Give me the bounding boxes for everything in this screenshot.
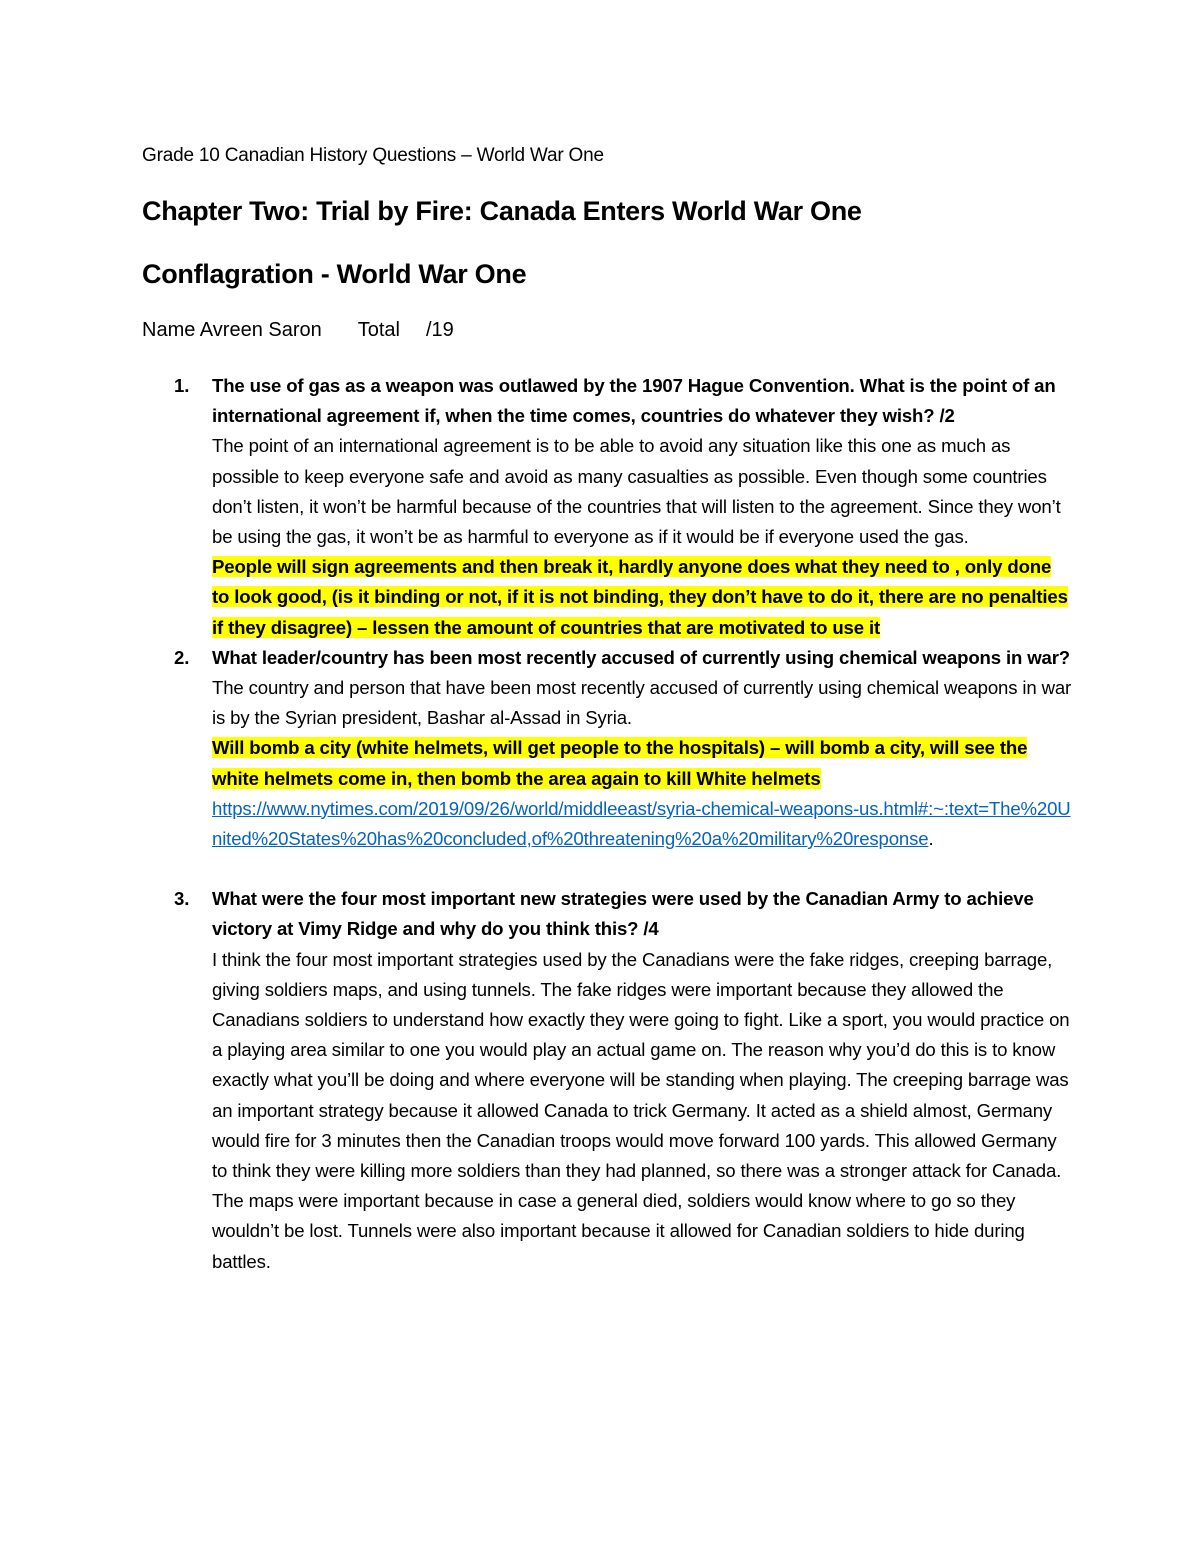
question-text: What were the four most important new strategies were used by the Canadian Army to achieve victory at Vimy Ridge and why do you think this? /4 [212,888,1034,940]
question-text: What leader/country has been most recently accused of currently using chemical weapons in war? [212,646,1070,668]
total-score: /19 [426,319,454,341]
question-list [142,371,1072,1277]
name-total-line [142,319,454,342]
answer-text: I think the four most important strategies used by the Canadians were the fake ridges, creeping barrage, giving soldiers maps, and using tunnels. The fake ridges were important because they allowed the Canadians soldiers to understand how exactly they were going to fight. Like a sport, you would practice on a playing area similar to one you would play an actual game on. The reason why you’d do this is to know exactly what you’ll be doing and where everyone will be standing when playing. The creeping barrage was an important strategy because it allowed Canada to trick Germany. It acted as a shield almost, Germany would fire for 3 minutes then the Canadian troops would move forward 100 yards. This allowed Germany to think they were killing more soldiers than they had planned, so there was a stronger attack for Canada. The maps were important because in case a general died, soldiers would know where to go so they wouldn’t be lost. Tunnels were also important because it allowed for Canadian soldiers to hide during battles. [212,948,1070,1272]
highlighted-note: Will bomb a city (white helmets, will get people to the hospitals) – will bomb a city, will see the white helmets come in, then bomb the area again to kill White helmets [212,737,1028,789]
total-label: Total [357,319,400,341]
student-name: Name Avreen Saron [142,319,322,341]
question-item-2 [142,643,1072,854]
chapter-title: Chapter Two: Trial by Fire: Canada Enters World War One [142,196,862,226]
answer-text: The country and person that have been most recently accused of currently using chemical weapons in war is by the Syrian president, Bashar al-Assad in Syria. [212,677,1072,729]
question-number: 3. [174,888,190,910]
question-number: 2. [174,646,190,668]
document-intro: Grade 10 Canadian History Questions – World War One [142,145,604,166]
question-item-1 [142,371,1072,643]
question-number: 1. [174,375,190,396]
highlighted-note: People will sign agreements and then break it, hardly anyone does what they need to , only done to look good, (is it binding or not, if it is not binding, they don’t have to do it, there are no penalties if they disagree) – lessen the amount of countries that are motivated to use it [212,556,1068,638]
link-period: . [928,828,934,850]
section-subtitle: Conflagration - World War One [142,259,527,289]
source-reference [212,794,1072,854]
question-item-3 [142,884,1072,1277]
answer-text: The point of an international agreement is to be able to avoid any situation like this one as much as possible to keep everyone safe and avoid as many casualties as possible. Even though some countries don’t listen, it won’t be harmful because of the countries that will listen to the agreement. Since they won’t be using the gas, it won’t be as harmful to everyone as if it would be if everyone used the gas. [212,435,1061,548]
source-link[interactable]: https://www.nytimes.com/2019/09/26/world/middleeast/syria-chemical-weapons-us.html#:~:text=The%20United%20States%20has%20concluded,of%20threatening%20a%20military%20response [212,797,1071,850]
blank-line [142,854,1072,884]
question-text: The use of gas as a weapon was outlawed by the 1907 Hague Convention. What is the point of an international agreement if, when the time comes, countries do whatever they wish? /2 [212,375,1056,427]
